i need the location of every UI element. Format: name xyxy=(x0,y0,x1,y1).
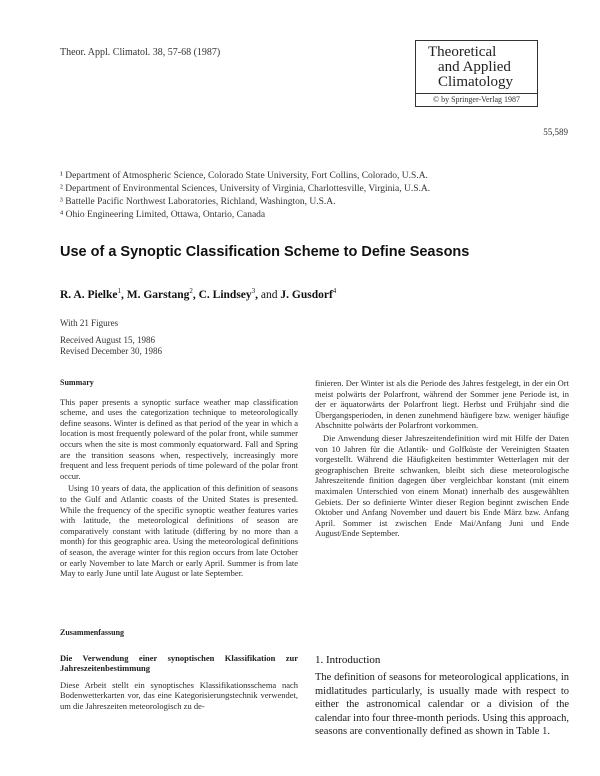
summary-paragraph: This paper presents a synoptic surface weather map classification scheme, and uses the categorization technique to meteorologically define seasons. Winter is defined as that period of the year in which a location is most frequently poleward of the polar front, while summer occurs when the site is most commonly equatorward. Fall and Spring are the transition seasons when, respectively, increasingly more frequent and less frequent periods of time poleward of the polar front occur. xyxy=(60,396,298,481)
author-conjunction: and xyxy=(260,288,278,301)
author-affil-mark: 1 xyxy=(117,287,121,295)
journal-title-line: and Applied xyxy=(438,59,511,75)
received-date: Received August 15, 1986 xyxy=(60,335,155,345)
zusammenfassung-heading: Zusammenfassung xyxy=(60,628,125,637)
author-affil-mark: 3 xyxy=(251,287,256,295)
affiliation: ⁴ Ohio Engineering Limited, Ottawa, Ontario, Canada xyxy=(60,210,266,220)
left-column xyxy=(60,378,298,579)
paper-title: Use of a Synoptic Classification Scheme to Define Seasons xyxy=(60,244,470,260)
affiliation: ² Department of Environmental Sciences, University of Virginia, Charlottesville, Virginia, U.S.A. xyxy=(60,184,431,194)
author-name: C. Lindsey xyxy=(198,288,252,301)
journal-title-line: Climatology xyxy=(438,74,513,90)
revised-date: Revised December 30, 1986 xyxy=(60,346,162,356)
journal-title-line: Theoretical xyxy=(428,44,497,60)
summary-paragraph: Using 10 years of data, the application of this definition of seasons to the Gulf and Atlantic coasts of the United States is presented. While the frequency of the specific synoptic weather features varies with latitude, the meteorological definitions of season are comparatively constant with latitude (differing by no more than a month) for this geographic area. Using the meteorological definitions of season, the average winter for this region occurs from late October or early November to late March or early April. Summer is from late May to early June until late August or late September. xyxy=(60,483,298,579)
journal-logo-box xyxy=(415,40,538,107)
introduction-paragraph: The definition of seasons for meteorological applications, in midlatitudes particularly, is usually made with respect to either the astronomical calendar or a division of the calendar into four three-month periods. Using this approach, seasons are conventionally defined as shown in Table 1. xyxy=(315,672,569,738)
affiliation: ³ Battelle Pacific Northwest Laboratories, Richland, Washington, U.S.A. xyxy=(60,197,336,207)
zusammenfassung-paragraph: Die Anwendung dieser Jahreszeitendefinition wird mit Hilfe der Daten von 10 Jahren für die Atlantik- und Golfküste der Vereinigten Staaten vorgestellt. Während die Häufigkeiten bestimmter Wetterlagen mit der geographischen Breite schwanken, bleibt sich diese meteorologische Jahreszeitende finition dagegen über vergleichbar konstant (mit einem maximalen Unterschied von einem Monat) innerhalb des ausgewählten Gebiets. Der so definierte Winter dieser Region beginnt zwischen Ende Oktober und Anfang November und dauert bis Ende März bzw. Anfang April. Sommer ist zwischen Ende Mai/Anfang Juni und Ende August/Ende September. xyxy=(315,432,569,539)
introduction-heading: 1. Introduction xyxy=(315,654,381,666)
right-column xyxy=(315,378,569,539)
zusammenfassung-paragraph-cont: finieren. Der Winter ist als die Periode des Jahres festgelegt, in der ein Ort meist polwärts der Polarfront, während der Sommer jene Periode ist, in der er äquatorwärts der Polarfront liegt. Herbst und Frühjahr sind die Übergangsperioden, in denen zunehmend häufigere bzw. weniger häufige Abschnitte polwärts der Polarfront vorkommen. xyxy=(315,378,569,431)
summary-heading: Summary xyxy=(60,378,94,387)
zusammenfassung-subtitle: Die Verwendung einer synoptischen Klassifikation zur Jahreszeitenbestimmung xyxy=(60,652,298,674)
author-affil-mark: 2 xyxy=(189,287,193,295)
affiliation: ¹ Department of Atmospheric Science, Colorado State University, Fort Collins, Colorado, U.S.A. xyxy=(60,171,428,181)
author-list: R. A. Pielke$^1$, M. Garstang$^2$, C. Lindsey$^3$, and J. Gusdorf$^4$ xyxy=(60,287,337,301)
received-dates xyxy=(60,335,162,357)
journal-citation: Theor. Appl. Climatol. 38, 57-68 (1987) xyxy=(60,47,221,58)
zusammenfassung-paragraph: Diese Arbeit stellt ein synoptisches Klassifikationsschema nach Bodenwetterkarten vor, das eine Kategorisierungstechnik verwendet, um die Jahreszeiten meteorologisch zu de- xyxy=(60,679,298,711)
zusammenfassung-block xyxy=(60,628,298,712)
journal-title xyxy=(428,45,513,90)
author-name: M. Garstang xyxy=(126,288,190,301)
figures-note: With 21 Figures xyxy=(60,318,119,328)
author-name: R. A. Pielke xyxy=(60,288,118,301)
author-affil-mark: 4 xyxy=(332,287,337,295)
journal-copyright: © by Springer-Verlag 1987 xyxy=(416,93,537,106)
document-number: 55,589 xyxy=(543,127,568,137)
affiliations xyxy=(60,170,430,222)
author-name: J. Gusdorf xyxy=(280,288,333,301)
